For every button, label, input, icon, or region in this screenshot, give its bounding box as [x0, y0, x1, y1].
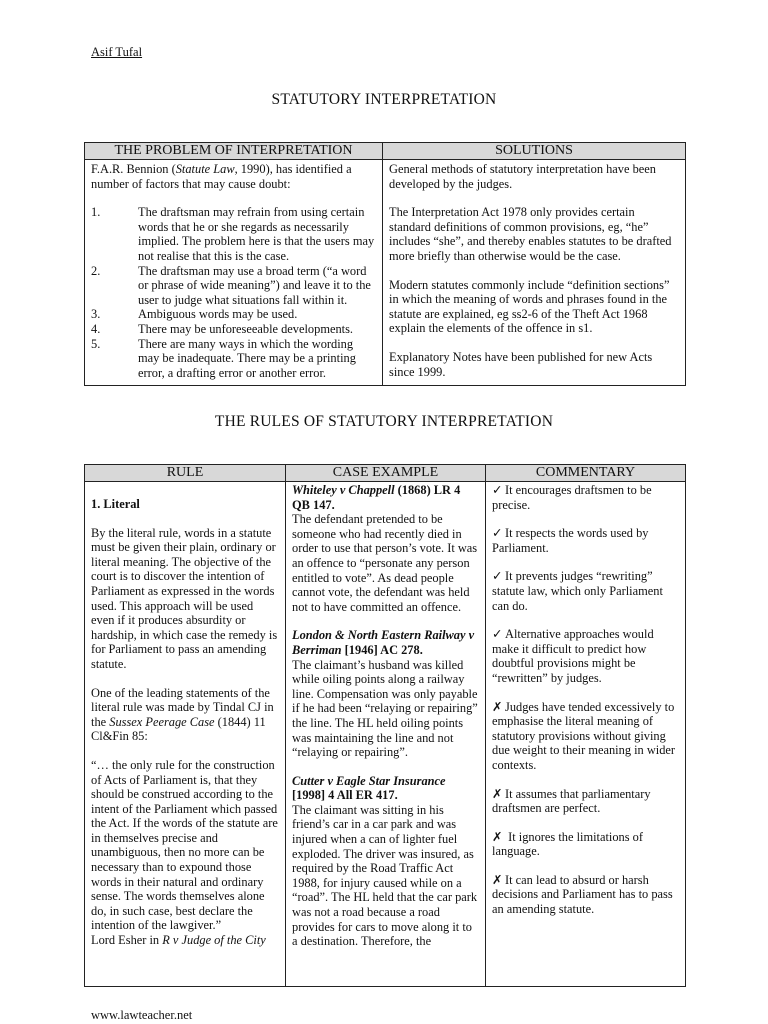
factor-item: 2. The draftsman may use a broad term (“a word or phrase of wide meaning”) and leave it to the user to judge what situations fall within it.	[91, 263, 371, 307]
case-cell	[286, 482, 486, 987]
footer-url: www.lawteacher.net	[91, 1008, 193, 1022]
check-icon: ✓	[492, 483, 503, 497]
case-citation: Cutter v Eagle Star Insurance [1998] 4 All ER 417.	[292, 773, 446, 803]
rules-title: THE RULES OF STATUTORY INTERPRETATION	[214, 413, 554, 430]
commentary-cell	[486, 482, 686, 987]
problem-cell	[85, 160, 383, 386]
solution-paragraph: General methods of statutory interpretation have been developed by the judges.	[389, 162, 656, 191]
problem-header: THE PROBLEM OF INTERPRETATION	[85, 143, 383, 160]
solution-paragraph: The Interpretation Act 1978 only provides certain standard definitions of common provisions, eg, “he” includes “she”, and thereby enables statutes to be drafted more briefly than otherwise would be the case.	[389, 205, 672, 263]
commentary-item: ✗ It assumes that parliamentary draftsmen are perfect.	[492, 786, 651, 816]
rule-paragraph: By the literal rule, words in a statute must be given their plain, ordinary or literal meaning. The objective of the court is to discover the intention of Parliament as expressed in the words used. This approach will be used even if it produces absurdity or hardship, in which case the remedy is for Parliament to pass an amending statute.	[91, 525, 278, 671]
cross-icon: ✗	[492, 829, 503, 844]
factor-item: 5. There are many ways in which the wording may be inadequate. There may be a printing error, a drafting error or another error.	[91, 336, 356, 380]
check-icon: ✓	[492, 526, 503, 541]
case-header: CASE EXAMPLE	[286, 465, 486, 482]
solutions-header: SOLUTIONS	[383, 143, 686, 160]
rule-quote: “… the only rule for the construction of Acts of Parliament is, that they should be construed according to the intent of the Parliament which passed the Act. If the words of the statute are in themselves precise and unambiguous, then no more can be necessary than to expound those words in their natural and ordinary sense. The words themselves alone do, in such case, best declare the intention of the lawgiver.”	[91, 757, 278, 933]
solution-paragraph: Explanatory Notes have been published for new Acts since 1999.	[389, 349, 653, 379]
author-name: Asif Tufal	[91, 45, 143, 59]
case-summary: The defendant pretended to be someone who had recently died in order to use that person’s vote. It was an offence to “personate any person entitled to vote”. As dead people cannot vote, the defendant was held not to have committed an offence.	[292, 512, 478, 614]
factor-list	[91, 205, 376, 380]
cross-icon: ✗	[492, 786, 503, 801]
factor-item: 3. Ambiguous words may be used.	[91, 307, 298, 322]
cross-icon: ✗	[492, 872, 503, 887]
commentary-item: ✓ It encourages draftsmen to be precise.	[492, 483, 652, 512]
solutions-cell	[383, 160, 686, 386]
check-icon: ✓	[492, 627, 503, 642]
rules-table	[84, 464, 686, 987]
rule-cell	[85, 482, 286, 987]
factor-item: 1. The draftsman may refrain from using certain words that he or she regards as necessarily implied. The problem here is that the users may not realise that this is the case.	[91, 205, 375, 263]
commentary-item: ✗ It can lead to absurd or harsh decisions and Parliament has to pass an amending statute.	[492, 872, 673, 917]
problem-intro: F.A.R. Bennion (Statute Law, 1990), has identified a number of factors that may cause doubt:	[91, 162, 352, 191]
commentary-item: ✗ It ignores the limitations of language.	[492, 829, 643, 859]
page-title: STATUTORY INTERPRETATION	[271, 91, 497, 108]
rule-heading: 1. Literal	[91, 497, 140, 511]
commentary-item: ✓ Alternative approaches would make it difficult to predict how doubtful provisions might be “rewritten” by judges.	[492, 627, 654, 685]
case-citation: Whiteley v Chappell (1868) LR 4 QB 147.	[292, 483, 461, 512]
problem-table	[84, 142, 686, 386]
commentary-item: ✓ It prevents judges “rewriting” statute law, which only Parliament can do.	[492, 569, 663, 613]
rule-header: RULE	[85, 465, 286, 482]
case-summary: The claimant’s husband was killed while oiling points along a railway line. Compensation was only payable if he had been “relaying or repairing” the line. The HL held oiling points was maintaining the line and not “relaying or repairing”.	[292, 657, 478, 760]
commentary-item: ✗ Judges have tended excessively to emphasise the literal meaning of statutory provisions without giving due weight to their meaning in wider contexts.	[492, 699, 676, 772]
factor-item: 4. There may be unforeseeable developments.	[91, 321, 354, 336]
cross-icon: ✗	[492, 699, 503, 714]
commentary-item: ✓ It respects the words used by Parliament.	[492, 526, 649, 555]
check-icon: ✓	[492, 569, 503, 584]
case-summary: The claimant was sitting in his friend’s car in a car park and was injured when a can of lighter fuel exploded. The driver was insured, as required by the Road Traffic Act 1988, for injury caused while on a “road”. The HL held that the car park was not a road because a road provides for cars to move along it to a destination. Therefore, the	[292, 802, 478, 949]
case-citation: London & North Eastern Railway v Berriman [1946] AC 278.	[292, 628, 475, 657]
commentary-header: COMMENTARY	[486, 465, 686, 482]
rule-paragraph: Lord Esher in R v Judge of the City	[91, 933, 266, 948]
rule-paragraph: One of the leading statements of the literal rule was made by Tindal CJ in the Sussex Peerage Case (1844) 11 Cl&Fin 85:	[91, 685, 274, 744]
solution-paragraph: Modern statutes commonly include “definition sections” in which the meaning of words and phrases found in the statute are explained, eg ss2-6 of the Theft Act 1968 explain the elements of the offence in s1.	[389, 277, 670, 336]
